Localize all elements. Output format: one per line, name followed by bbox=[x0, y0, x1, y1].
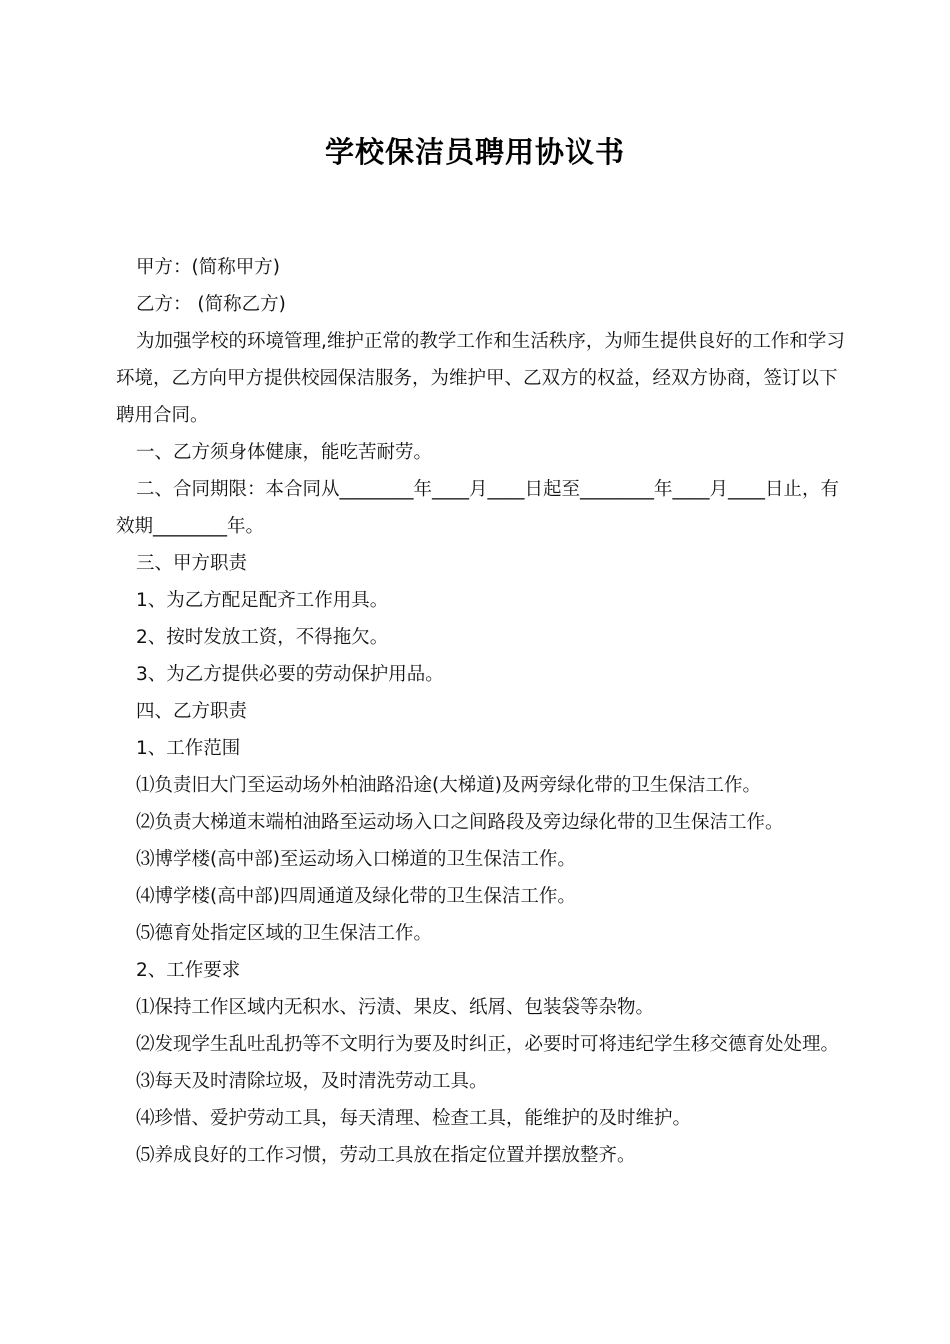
paragraph-preamble: 为加强学校的环境管理,维护正常的教学工作和生活秩序，为师生提供良好的工作和学习环境，乙方向甲方提供校园保洁服务，为维护甲、乙双方的权益，经双方协商，签订以下聘用合同。 bbox=[116, 331, 845, 426]
list-item-requirement-4: ⑷珍惜、爱护劳动工具，每天清理、检查工具，能维护的及时维护。 bbox=[136, 1108, 692, 1129]
subsection-heading-work-requirements: 2、工作要求 bbox=[136, 960, 241, 981]
list-item-requirement-1: ⑴保持工作区域内无积水、污渍、果皮、纸屑、包装袋等杂物。 bbox=[136, 997, 655, 1018]
paragraph-party-a-duty-2: 2、按时发放工资，不得拖欠。 bbox=[136, 627, 389, 648]
list-item-requirement-2: ⑵发现学生乱吐乱扔等不文明行为要及时纠正，必要时可将违纪学生移交德育处处理。 bbox=[136, 1034, 840, 1055]
subsection-heading-work-scope: 1、工作范围 bbox=[136, 738, 241, 759]
list-item-requirement-3: ⑶每天及时清除垃圾，及时清洗劳动工具。 bbox=[136, 1071, 488, 1092]
section-heading-party-a-duties: 三、甲方职责 bbox=[136, 553, 248, 574]
document-title: 学校保洁员聘用协议书 bbox=[324, 135, 625, 169]
paragraph-party-a-duty-1: 1、为乙方配足配齐工作用具。 bbox=[136, 590, 389, 611]
document-body bbox=[116, 249, 852, 1174]
paragraph-clause-1: 一、乙方须身体健康，能吃苦耐劳。 bbox=[136, 442, 433, 463]
list-item-scope-3: ⑶博学楼(高中部)至运动场入口梯道的卫生保洁工作。 bbox=[136, 849, 576, 870]
list-item-scope-4: ⑷博学楼(高中部)四周通道及绿化带的卫生保洁工作。 bbox=[136, 886, 576, 907]
paragraph-party-a: 甲方：(简称甲方) bbox=[136, 257, 280, 278]
paragraph-party-b: 乙方： (简称乙方) bbox=[136, 294, 286, 315]
paragraph-party-a-duty-3: 3、为乙方提供必要的劳动保护用品。 bbox=[136, 664, 444, 685]
list-item-scope-5: ⑸德育处指定区域的卫生保洁工作。 bbox=[136, 923, 433, 944]
section-heading-party-b-duties: 四、乙方职责 bbox=[136, 701, 248, 722]
list-item-requirement-5: ⑸养成良好的工作习惯，劳动工具放在指定位置并摆放整齐。 bbox=[136, 1145, 636, 1166]
list-item-scope-1: ⑴负责旧大门至运动场外柏油路沿途(大梯道)及两旁绿化带的卫生保洁工作。 bbox=[136, 775, 761, 796]
paragraph-clause-2-term: 二、合同期限：本合同从________年____月____日起至________年____月____日止，有效期________年。 bbox=[116, 479, 840, 537]
list-item-scope-2: ⑵负责大梯道末端柏油路至运动场入口之间路段及旁边绿化带的卫生保洁工作。 bbox=[136, 812, 784, 833]
